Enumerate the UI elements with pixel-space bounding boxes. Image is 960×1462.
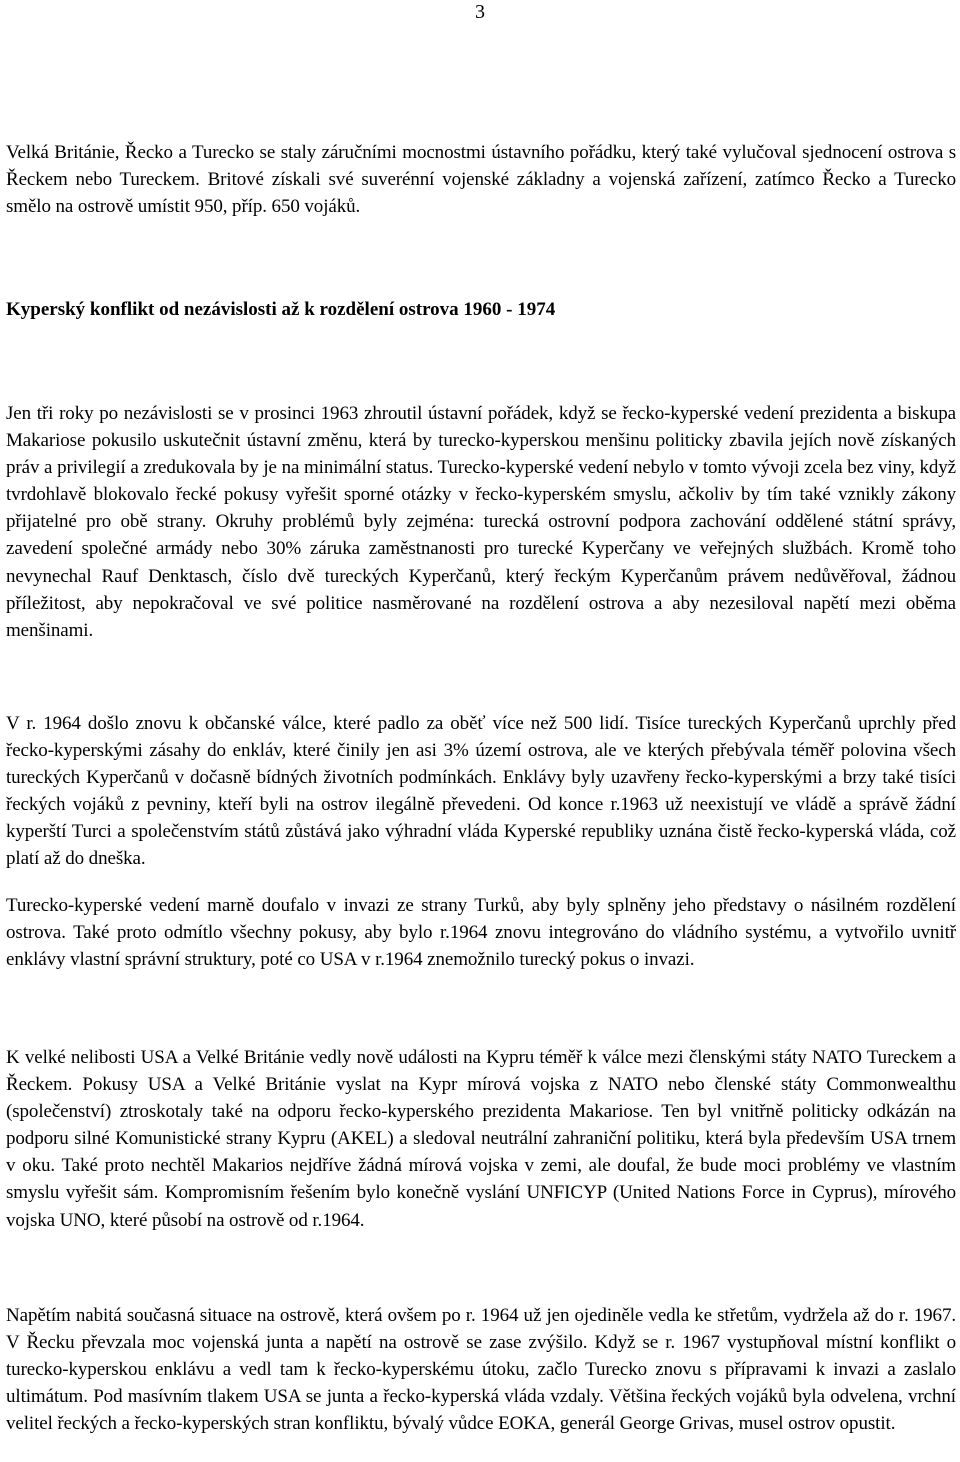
page-number: 3: [475, 1, 485, 23]
paragraph-1: Jen tři roky po nezávislosti se v prosinci 1963 zhroutil ústavní pořádek, když se řecko-kyperské vedení prezidenta a biskupa Makariose pokusilo uskutečnit ústavní změnu, která by turecko-kyperskou menšinu politicky zbavila jejích nově získaných práv a privilegií a zredukovala by je na minimální status. Turecko-kyperské vedení nebylo v tomto vývoji zcela bez viny, když tvrdohlavě blokovalo řecké pokusy vyřešit sporné otázky v řecko-kyperském smyslu, ačkoliv by tím také vznikly zákony přijatelné pro obě strany. Okruhy problémů byly zejména: turecká ostrovní podpora zachování oddělené státní správy, zavedení společné armády nebo 30% záruka zaměstnanosti pro turecké Kyperčany ve veřejných službách. Kromě toho nevynechal Rauf Denktasch, číslo dvě tureckých Kyperčanů, který řeckým Kyperčanům právem nedůvěřoval, žádnou příležitost, aby nepokračoval ve své politice nasměrované na rozdělení ostrova a aby nezesiloval napětí mezi oběma menšinami.: [6, 403, 956, 641]
intro-paragraph: Velká Británie, Řecko a Turecko se staly záručními mocnostmi ústavního pořádku, který také vylučoval sjednocení ostrova s Řeckem nebo Tureckem. Britové získali své suverénní vojenské základny a vojenská zařízení, zatímco Řecko a Turecko smělo na ostrově umístit 950, příp. 650 vojáků.: [6, 142, 956, 218]
paragraph-4: K velké nelibosti USA a Velké Británie vedly nově události na Kypru téměř k válce mezi členskými státy NATO Tureckem a Řeckem. Pokusy USA a Velké Británie vyslat na Kypr mírová vojska z NATO nebo členské státy Commonwealthu (společenství) ztroskotaly také na odporu řecko-kyperského prezidenta Makariose. Ten byl vnitřně politicky odkázán na podporu silné Komunistické strany Kypru (AKEL) a sledoval neutrální zahraniční politiku, která byla především USA trnem v oku. Také proto nechtěl Makarios nejdříve žádná mírová vojska v zemi, ale doufal, že bude moci problémy ve vlastním smyslu vyřešit sám. Kompromisním řešením bylo konečně vyslání UNFICYP (United Nations Force in Cyprus), mírového vojska UNO, které působí na ostrově od r.1964.: [6, 1047, 956, 1231]
paragraph-3: Turecko-kyperské vedení marně doufalo v invazi ze strany Turků, aby byly splněny jeho představy o násilném rozdělení ostrova. Také proto odmítlo všechny pokusy, aby bylo r.1964 znovu integrováno do vládního systému, a vytvořilo uvnitř enklávy vlastní správní struktury, poté co USA v r.1964 znemožnilo turecký pokus o invazi.: [6, 895, 956, 971]
paragraph-2: V r. 1964 došlo znovu k občanské válce, které padlo za oběť více než 500 lidí. Tisíce tureckých Kyperčanů uprchly před řecko-kyperskými zásahy do enkláv, které činily jen asi 3% území ostrova, ale ve kterých přebývala téměř polovina všech tureckých Kyperčanů v dočasně bídných životních podmínkách. Enklávy byly uzavřeny řecko-kyperskými a brzy také tisíci řeckých vojáků z pevniny, kteří byli na ostrov ilegálně převedeni. Od konce r.1963 už neexistují ve vládě a správě žádní kyperští Turci a společenstvím států zůstává jako výhradní vláda Kyperské republiky uznána čistě řecko-kyperská vláda, což platí až do dneška.: [6, 713, 956, 870]
section-heading: Kyperský konflikt od nezávislosti až k rozdělení ostrova 1960 - 1974: [6, 299, 556, 320]
paragraph-5: Napětím nabitá současná situace na ostrově, která ovšem po r. 1964 už jen ojediněle vedla ke střetům, vydržela až do r. 1967. V Řecku převzala moc vojenská junta a napětí na ostrově se zase zvýšilo. Když se r. 1967 vystupňoval místní konflikt o turecko-kyperskou enklávu a vedl tam k řecko-kyperskému útoku, začlo Turecko znovu s přípravami k invazi a zaslalo ultimátum. Pod masívním tlakem USA se junta a řecko-kyperská vláda vzdaly. Většina řeckých vojáků byla odvelena, vrchní velitel řeckých a řecko-kyperských stran konfliktu, bývalý vůdce EOKA, generál George Grivas, musel ostrov opustit.: [6, 1305, 956, 1435]
